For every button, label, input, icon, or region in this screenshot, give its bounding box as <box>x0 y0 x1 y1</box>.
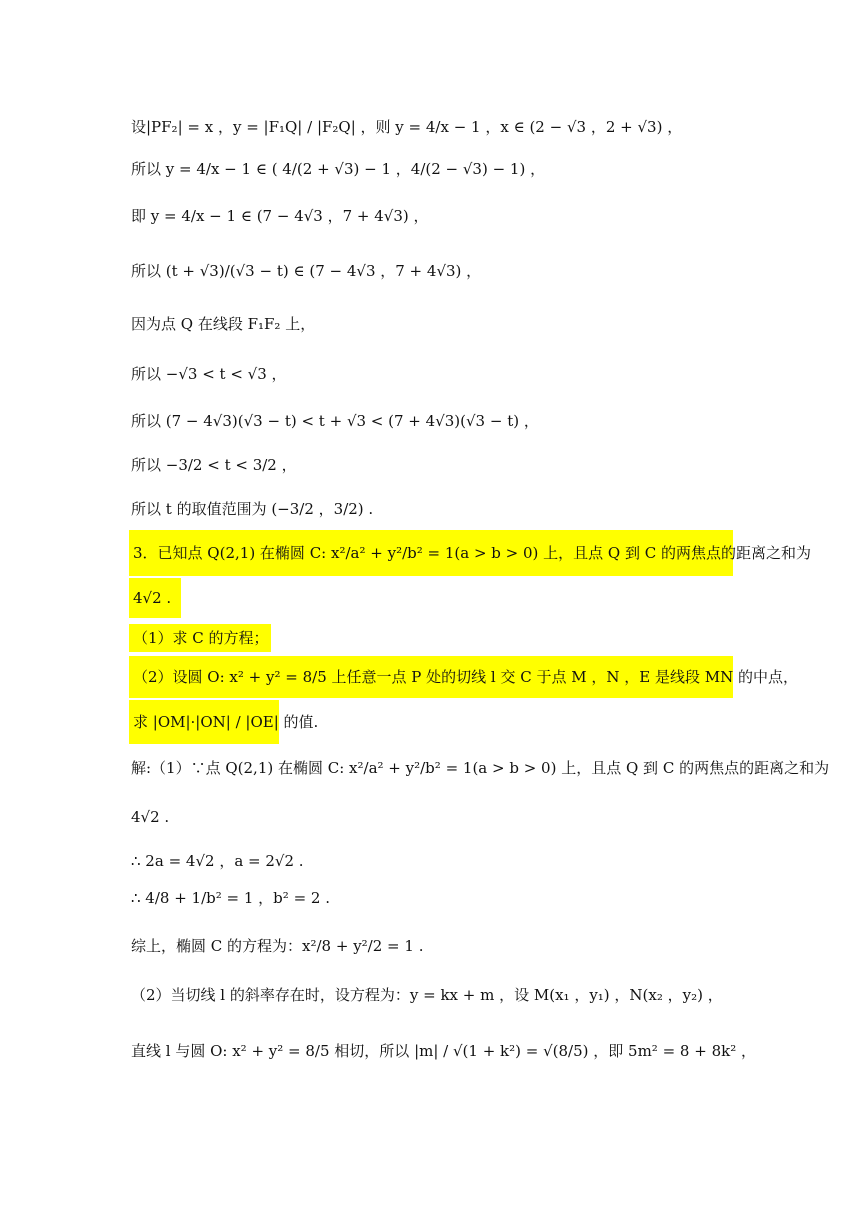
solution-line: ∴ 4/8 + 1/b² = 1 ，b² = 2 . <box>131 889 330 907</box>
solution-line: ∴ 2a = 4√2 ，a = 2√2 . <box>131 852 304 870</box>
solution-line: （2）当切线 l 的斜率存在时，设方程为：y = kx + m ，设 M(x₁ ，y₁) ，N(x₂ ，y₂) ， <box>131 986 723 1004</box>
problem-part-1: （1）求 C 的方程； <box>129 624 271 652</box>
problem-line: 3．已知点 Q(2,1) 在椭圆 C: x²/a² + y²/b² = 1(a > b > 0) 上，且点 Q 到 C 的两焦点的距离之和为 <box>129 530 733 576</box>
problem-line: 4√2 . <box>129 578 181 618</box>
text-line: 即 y = 4/x − 1 ∈ (7 − 4√3 ，7 + 4√3) ， <box>131 207 429 225</box>
solution-line: 解:（1）∵点 Q(2,1) 在椭圆 C: x²/a² + y²/b² = 1(a > b > 0) 上，且点 Q 到 C 的两焦点的距离之和为 <box>131 759 830 777</box>
text-line: 所以 −√3 < t < √3 ， <box>131 365 287 383</box>
solution-line: 直线 l 与圆 O: x² + y² = 8/5 相切，所以 |m| / √(1 + k²) = √(8/5) ，即 5m² = 8 + 8k² ， <box>131 1042 756 1060</box>
solution-line: 综上，椭圆 C 的方程为：x²/8 + y²/2 = 1 . <box>131 937 424 955</box>
text-line: 所以 (t + √3)/(√3 − t) ∈ (7 − 4√3 ，7 + 4√3) ， <box>131 262 482 280</box>
solution-line: 4√2 . <box>131 808 170 826</box>
text-line: 因为点 Q 在线段 F₁F₂ 上， <box>131 315 316 333</box>
text-line: 所以 −3/2 < t < 3/2 ， <box>131 456 297 474</box>
text-line: 设|PF₂| = x ，y = |F₁Q| / |F₂Q| ，则 y = 4/x − 1 ，x ∈ (2 − √3 ，2 + √3) ， <box>131 118 683 136</box>
text-line: 所以 y = 4/x − 1 ∈ ( 4/(2 + √3) − 1 ，4/(2 − √3) − 1) ， <box>131 160 546 178</box>
problem-part-2: （2）设圆 O: x² + y² = 8/5 上任意一点 P 处的切线 l 交 C 于点 M ，N ，E 是线段 MN 的中点， <box>129 656 733 698</box>
problem-part-2-cont: 求 |OM|·|ON| / |OE| 的值. <box>129 700 279 744</box>
text-line: 所以 t 的取值范围为 (−3/2 ，3/2) . <box>131 500 374 518</box>
text-line: 所以 (7 − 4√3)(√3 − t) < t + √3 < (7 + 4√3)(√3 − t) ， <box>131 412 539 430</box>
